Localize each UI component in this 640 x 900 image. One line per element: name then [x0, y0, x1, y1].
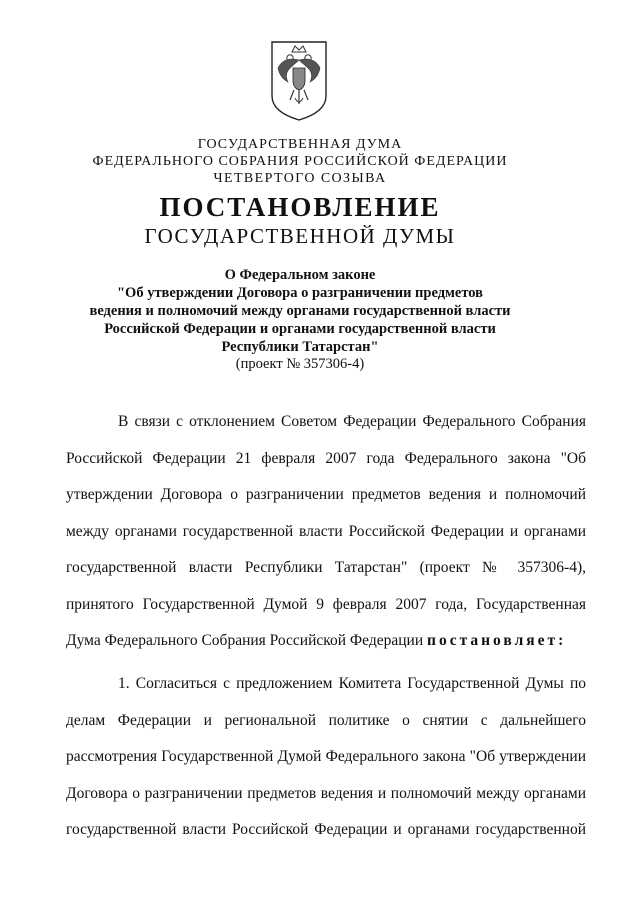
subject-line: О Федеральном законе	[224, 267, 376, 283]
paragraph-preamble	[66, 404, 586, 660]
text-line: рассмотрения Государственной Думой Федерального закона "Об утверждении	[66, 748, 586, 765]
project-number: (проект № 357306-4)	[235, 356, 365, 372]
document-title: ПОСТАНОВЛЕНИЕ	[159, 192, 441, 222]
text-line: государственной власти Российской Федерации и органами государственной	[66, 821, 586, 838]
text-line: государственной власти Республики Татарстан" (проект № 357306-4),	[66, 559, 586, 576]
text-line: утверждении Договора о разграничении предметов ведения и полномочий	[66, 486, 586, 503]
text-line: Российской Федерации 21 февраля 2007 года Федерального закона "Об	[66, 449, 586, 467]
text-fragment: Дума Федерального Собрания Российской Федерации	[66, 632, 424, 649]
resolves-word: постановляет:	[427, 632, 567, 649]
russian-coat-of-arms-icon	[268, 38, 330, 122]
paragraph-item-1	[66, 666, 586, 849]
document-subtitle: ГОСУДАРСТВЕННОЙ ДУМЫ	[144, 224, 456, 248]
text-line: 1. Согласиться с предложением Комитета Государственной Думы по	[118, 675, 586, 692]
header-line-duma: ГОСУДАРСТВЕННАЯ ДУМА	[197, 137, 403, 152]
header-line-convocation: ЧЕТВЕРТОГО СОЗЫВА	[213, 171, 387, 186]
subject-line: Республики Татарстан"	[221, 339, 379, 355]
text-line: делам Федерации и региональной политике о снятии с дальнейшего	[66, 711, 586, 729]
subject-line: "Об утверждении Договора о разграничении предметов	[116, 285, 484, 301]
resolution-subject	[0, 266, 600, 356]
text-line: принятого Государственной Думой 9 февраля 2007 года, Государственная	[66, 595, 586, 613]
text-line: между органами государственной власти Российской Федерации и органами	[66, 522, 586, 540]
text-line: Договора о разграничении предметов ведения и полномочий между органами	[66, 784, 586, 802]
subject-line: Российской Федерации и органами государственной власти	[104, 321, 496, 337]
text-line: В связи с отклонением Советом Федерации Федерального Собрания	[118, 413, 586, 430]
text-line-last	[66, 623, 586, 660]
header-line-assembly: ФЕДЕРАЛЬНОГО СОБРАНИЯ РОССИЙСКОЙ ФЕДЕРАЦИИ	[92, 154, 508, 169]
subject-line: ведения и полномочий между органами государственной власти	[89, 303, 511, 319]
